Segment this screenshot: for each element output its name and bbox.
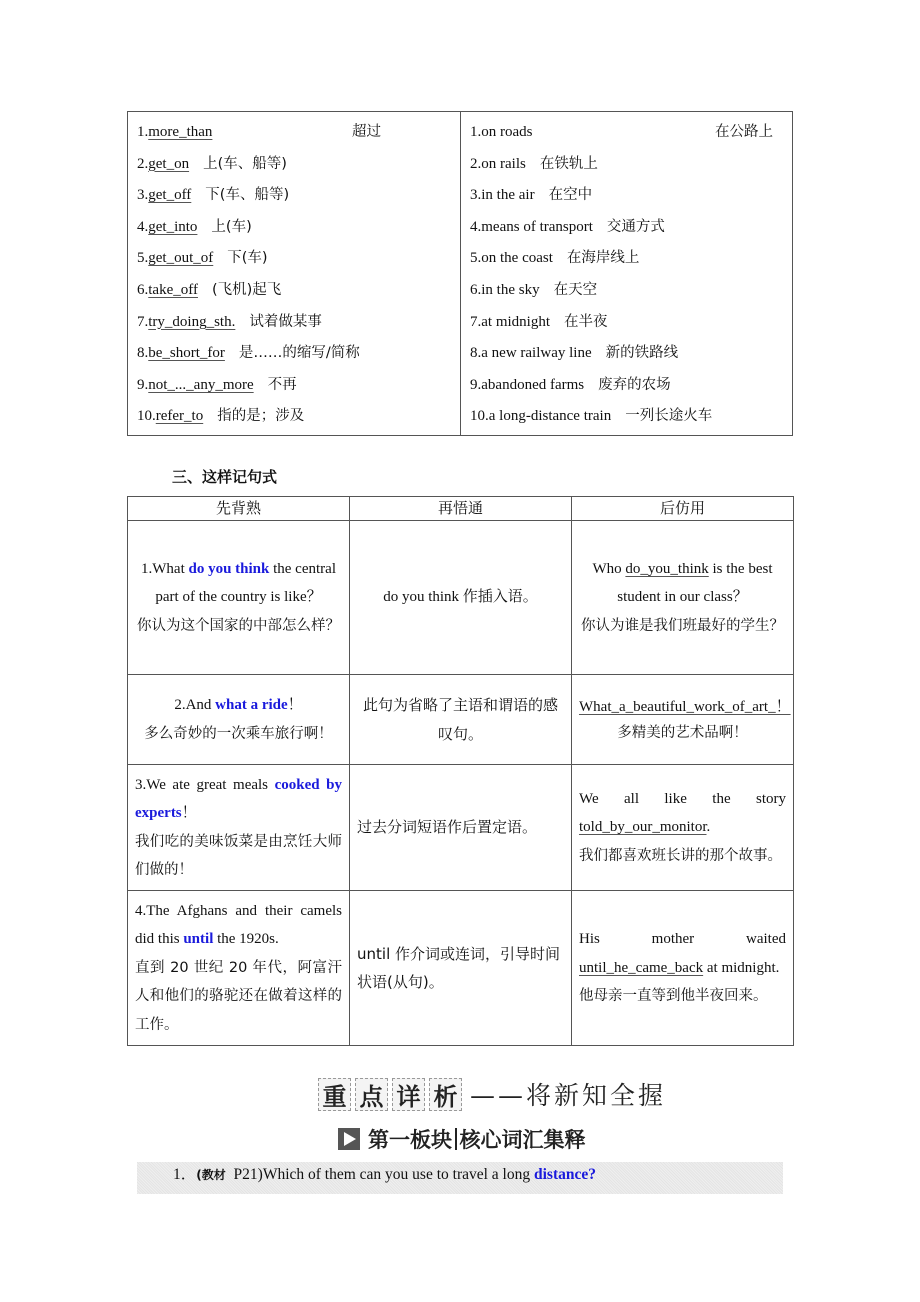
phrase-meaning: (飞机)起飞 <box>211 281 282 298</box>
table-row <box>128 521 794 675</box>
phrase-meaning: 是……的缩写/简称 <box>238 345 360 362</box>
phrase-item: 9.abandoned farms 废弃的农场 <box>470 376 671 393</box>
phrase-term: means of transport <box>481 218 593 235</box>
phrase-meaning: 不再 <box>267 376 297 393</box>
explain-cell: do you think 作插入语。 <box>350 521 572 675</box>
phrase-term: at midnight <box>481 313 550 330</box>
phrase-term: in the sky <box>481 281 540 298</box>
table-row <box>128 891 794 1046</box>
answer-blank: told_by_our_monitor <box>579 819 707 836</box>
play-icon <box>338 1128 360 1150</box>
phrase-meaning: 废弃的农场 <box>598 376 671 393</box>
heading-subtitle: ——将新知全握 <box>470 1081 667 1110</box>
answer-blank: do_you_think <box>625 560 709 577</box>
heading-part-right: 核心词汇集释 <box>459 1128 586 1152</box>
phrase-meaning: 上(车、船等) <box>203 155 287 172</box>
phrase-item: 10.a long-distance train 一列长途火车 <box>470 408 713 425</box>
phrase-item: 5.on the coast 在海岸线上 <box>470 250 640 267</box>
answer-blank: try_doing_sth. <box>148 313 236 330</box>
table-row <box>128 675 794 765</box>
phrase-item: 7.try_doing_sth. 试着做某事 <box>137 313 322 330</box>
phrase-item: 1.on roads 在公路上 <box>470 117 792 149</box>
phrase-item: 1.more_than 超过 <box>137 117 460 149</box>
phrase-item: 2.on rails 在铁轨上 <box>470 155 598 172</box>
explain-cell: 此句为省略了主语和谓语的感叹句。 <box>350 675 572 765</box>
phrase-item: 3.in the air 在空中 <box>470 187 593 204</box>
phrase-meaning: 交通方式 <box>606 218 665 235</box>
phrase-meaning: 上(车) <box>211 218 252 235</box>
phrase-meaning: 下(车) <box>227 250 268 267</box>
section-title: 三、这样记句式 <box>172 468 278 486</box>
phrase-meaning: 在天空 <box>553 281 598 298</box>
phrase-term: on the coast <box>481 250 553 267</box>
phrase-meaning: 在半夜 <box>564 313 608 330</box>
phrase-item: 4.get_into 上(车) <box>137 218 252 235</box>
keyword: distance? <box>533 1166 596 1183</box>
phrase-term: a long-distance train <box>488 408 612 425</box>
header-explain: 再悟通 <box>350 497 572 521</box>
phrase-column-right <box>460 112 792 435</box>
source-tag: (教材 <box>196 1168 226 1182</box>
phrase-item: 3.get_off 下(车、船等) <box>137 187 290 204</box>
phrase-meaning: 一列长途火车 <box>625 408 713 425</box>
recite-cell: 2.And what a ride！ 多么奇妙的一次乘车旅行啊！ <box>128 675 350 765</box>
section-heading-key-points <box>318 1076 666 1112</box>
header-recite: 先背熟 <box>128 497 350 521</box>
header-apply: 后仿用 <box>572 497 794 521</box>
phrase-meaning: 超过 <box>352 124 381 140</box>
phrase-term: abandoned farms <box>481 376 585 393</box>
recite-cell: 4.The Afghans and their camels did this until the 1920s. 直到 20 世纪 20 年代，阿富汗人和他们的骆驼还在做着这样的工作。 <box>128 891 350 1046</box>
apply-cell: We all like the story told_by_our_monitor. 我们都喜欢班长讲的那个故事。 <box>572 765 794 891</box>
boxed-char: 析 <box>429 1078 462 1111</box>
phrase-meaning: 指的是；涉及 <box>217 408 305 425</box>
heading-part-left: 第一板块 <box>368 1128 452 1152</box>
table-header-row <box>128 497 794 521</box>
phrase-term: a new railway line <box>481 345 592 362</box>
phrase-meaning: 新的铁路线 <box>605 345 679 362</box>
answer-blank: be_short_for <box>148 345 225 362</box>
phrase-meaning: 试着做某事 <box>249 313 322 330</box>
keyword: what a ride <box>215 697 288 713</box>
phrase-item: 10.refer_to 指的是；涉及 <box>137 408 305 425</box>
section-heading-vocab <box>338 1124 586 1154</box>
answer-blank: refer_to <box>155 408 204 425</box>
phrase-meaning: 在海岸线上 <box>566 250 640 267</box>
phrase-meaning: 在公路上 <box>715 124 773 140</box>
divider <box>455 1128 457 1150</box>
explain-cell: 过去分词短语作后置定语。 <box>350 765 572 891</box>
question-item: 1．(教材 P21)Which of them can you use to travel a long distance? <box>137 1162 783 1194</box>
phrase-item: 7.at midnight 在半夜 <box>470 313 608 330</box>
answer-blank: get_into <box>148 218 198 235</box>
phrase-item: 2.get_on 上(车、船等) <box>137 155 287 172</box>
boxed-char: 点 <box>355 1078 388 1111</box>
answer-blank: not_..._any_more <box>148 376 254 393</box>
phrase-table <box>127 111 793 436</box>
answer-blank: get_out_of <box>148 250 214 267</box>
phrase-term: on roads <box>481 124 533 140</box>
keyword: do you think <box>188 560 270 577</box>
phrase-item: 4.means of transport 交通方式 <box>470 218 665 235</box>
apply-cell: His mother waited until_he_came_back at midnight. 他母亲一直等到他半夜回来。 <box>572 891 794 1046</box>
phrase-item: 8.be_short_for 是……的缩写/简称 <box>137 345 360 362</box>
phrase-item: 5.get_out_of 下(车) <box>137 250 268 267</box>
phrase-meaning: 下(车、船等) <box>205 187 290 204</box>
boxed-char: 详 <box>392 1078 425 1111</box>
answer-blank: get_on <box>148 155 190 172</box>
apply-cell: What_a_beautiful_work_of_art_！ 多精美的艺术品啊！ <box>572 675 794 765</box>
keyword: until <box>183 931 214 948</box>
phrase-item: 9.not_..._any_more 不再 <box>137 376 297 393</box>
phrase-term: on rails <box>481 155 526 172</box>
recite-cell: 3.We ate great meals cooked by experts！ 我们吃的美味饭菜是由烹饪大师们做的！ <box>128 765 350 891</box>
answer-blank: until_he_came_back <box>579 959 704 976</box>
sentence-table <box>127 496 794 1046</box>
phrase-item: 8.a new railway line 新的铁路线 <box>470 345 679 362</box>
recite-cell: 1.What do you think the central part of the country is like？ 你认为这个国家的中部怎么样？ <box>128 521 350 675</box>
explain-cell: until 作介词或连词，引导时间状语(从句)。 <box>350 891 572 1046</box>
keyword: cooked by experts <box>135 776 342 821</box>
apply-cell: Who do_you_think is the best student in our class？ 你认为谁是我们班最好的学生？ <box>572 521 794 675</box>
phrase-term: in the air <box>481 187 535 204</box>
phrase-meaning: 在铁轨上 <box>539 155 598 172</box>
phrase-meaning: 在空中 <box>548 187 593 204</box>
answer-blank: more_than <box>148 124 213 140</box>
phrase-column-left <box>128 112 460 435</box>
phrase-item: 6.in the sky 在天空 <box>470 281 598 298</box>
table-row <box>128 765 794 891</box>
answer-blank: get_off <box>148 187 192 204</box>
phrase-item: 6.take_off (飞机)起飞 <box>137 281 282 298</box>
boxed-char: 重 <box>318 1078 351 1111</box>
answer-blank: take_off <box>148 281 198 298</box>
answer-blank: What_a_beautiful_work_of_art_！ <box>579 698 791 715</box>
